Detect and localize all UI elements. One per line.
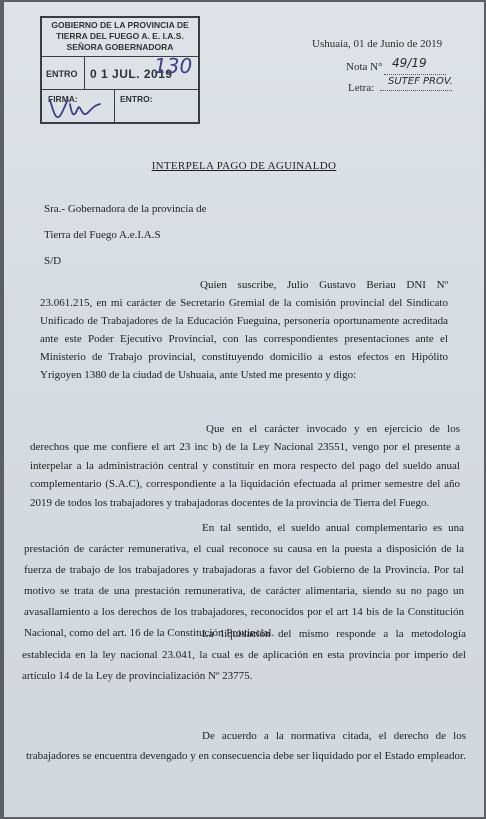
stamp-entry-label: ENTRO (46, 69, 78, 79)
nota-dotted-line (384, 68, 446, 75)
stamp-signature-label: FIRMA: (48, 94, 78, 104)
stamp-entry-label-2: ENTRO: (120, 94, 153, 104)
letra-value: SUTEF PROV. (388, 76, 453, 87)
stamp-header-line: SEÑORA GOBERNADORA (66, 42, 174, 52)
nota-number: 49/19 (392, 56, 427, 70)
letra-label: Letra: (348, 82, 375, 94)
handwritten-stamp-number: 130 (154, 54, 193, 78)
document-title: INTERPELA PAGO DE AGUINALDO (151, 160, 337, 172)
stamp-header-line: GOBIERNO DE LA PROVINCIA DE (51, 20, 189, 30)
letra-dotted-line (380, 84, 452, 91)
stamp-entry-date: 0 1 JUL. 2019 (90, 67, 173, 81)
stamp-divider (114, 90, 115, 122)
handwritten-signature (46, 94, 106, 124)
stamp-header (42, 18, 198, 57)
paragraph-5: De acuerdo a la normativa citada, el derecho de los trabajadores se encuentra devengado y en consecuencia debe ser liquidado por el Estado empleador. (26, 730, 466, 762)
stamp-header-line: TIERRA DEL FUEGO A. E. I.A.S. (56, 31, 184, 41)
addressee-line-3: S/D (44, 255, 62, 267)
paragraph-3: En tal sentido, el sueldo anual complementario es una prestación de carácter remunerativa, el cual reconoce su causa en la puesta a disposición de la fuerza de trabajo de los trabajadores y trabajadoras a favor del Gobierno de la Provincia. Por tal motivo se trata de una prestación remunerativa, de carácter alimentaria, siendo su no pago un avasallamiento a los derechos de los trabajadores, reconocidos por el art 14 bis de la Constitución Nacional, como del art. 16 de la Constitución Provincial. (24, 522, 464, 639)
document-page (4, 2, 484, 817)
addressee-line-2: Tierra del Fuego A.e.I.A.S (44, 229, 161, 241)
paragraph-1: Quien suscribe, Julio Gustavo Beriau DNI Nº 23.061.215, en mi carácter de Secretario Gremial de la comisión provincial del Sindicato Unificado de Trabajadores de la Educación Fueguina, personería oportunamente acreditada ante este Poder Ejecutivo Provincial, con las correspondientes presentaciones ante el Ministerio de Trabajo provincial, constituyendo domicilio a estos efectos en Hipólito Yrigoyen 1380 de la ciudad de Ushuaia, ante Usted me presento y digo: (40, 279, 448, 381)
paragraph-2: Que en el carácter invocado y en ejercicio de los derechos que me confiere el art 23 inc b) de la Ley Nacional 23551, vengo por el presente a interpelar a la administración central y constituir en mora respecto del pago del sueldo anual complementario (S.A.C), correspondiente a la liquidación efectuada al primer semestre del año 2019 de todos los trabajadores y trabajadoras docentes de la provincia de Tierra del Fuego. (30, 423, 460, 509)
addressee-line-1: Sra.- Gobernadora de la provincia de (44, 203, 207, 215)
nota-label: Nota N° (346, 61, 383, 73)
place-date: Ushuaia, 01 de Junio de 2019 (312, 38, 443, 50)
paragraph-4: La liquidación del mismo responde a la metodología establecida en la ley nacional 23.041, la cual es de aplicación en esta provincia por imperio del artículo 14 de la Ley de provincialización Nº 23775. (22, 628, 466, 682)
stamp-divider (84, 57, 85, 89)
